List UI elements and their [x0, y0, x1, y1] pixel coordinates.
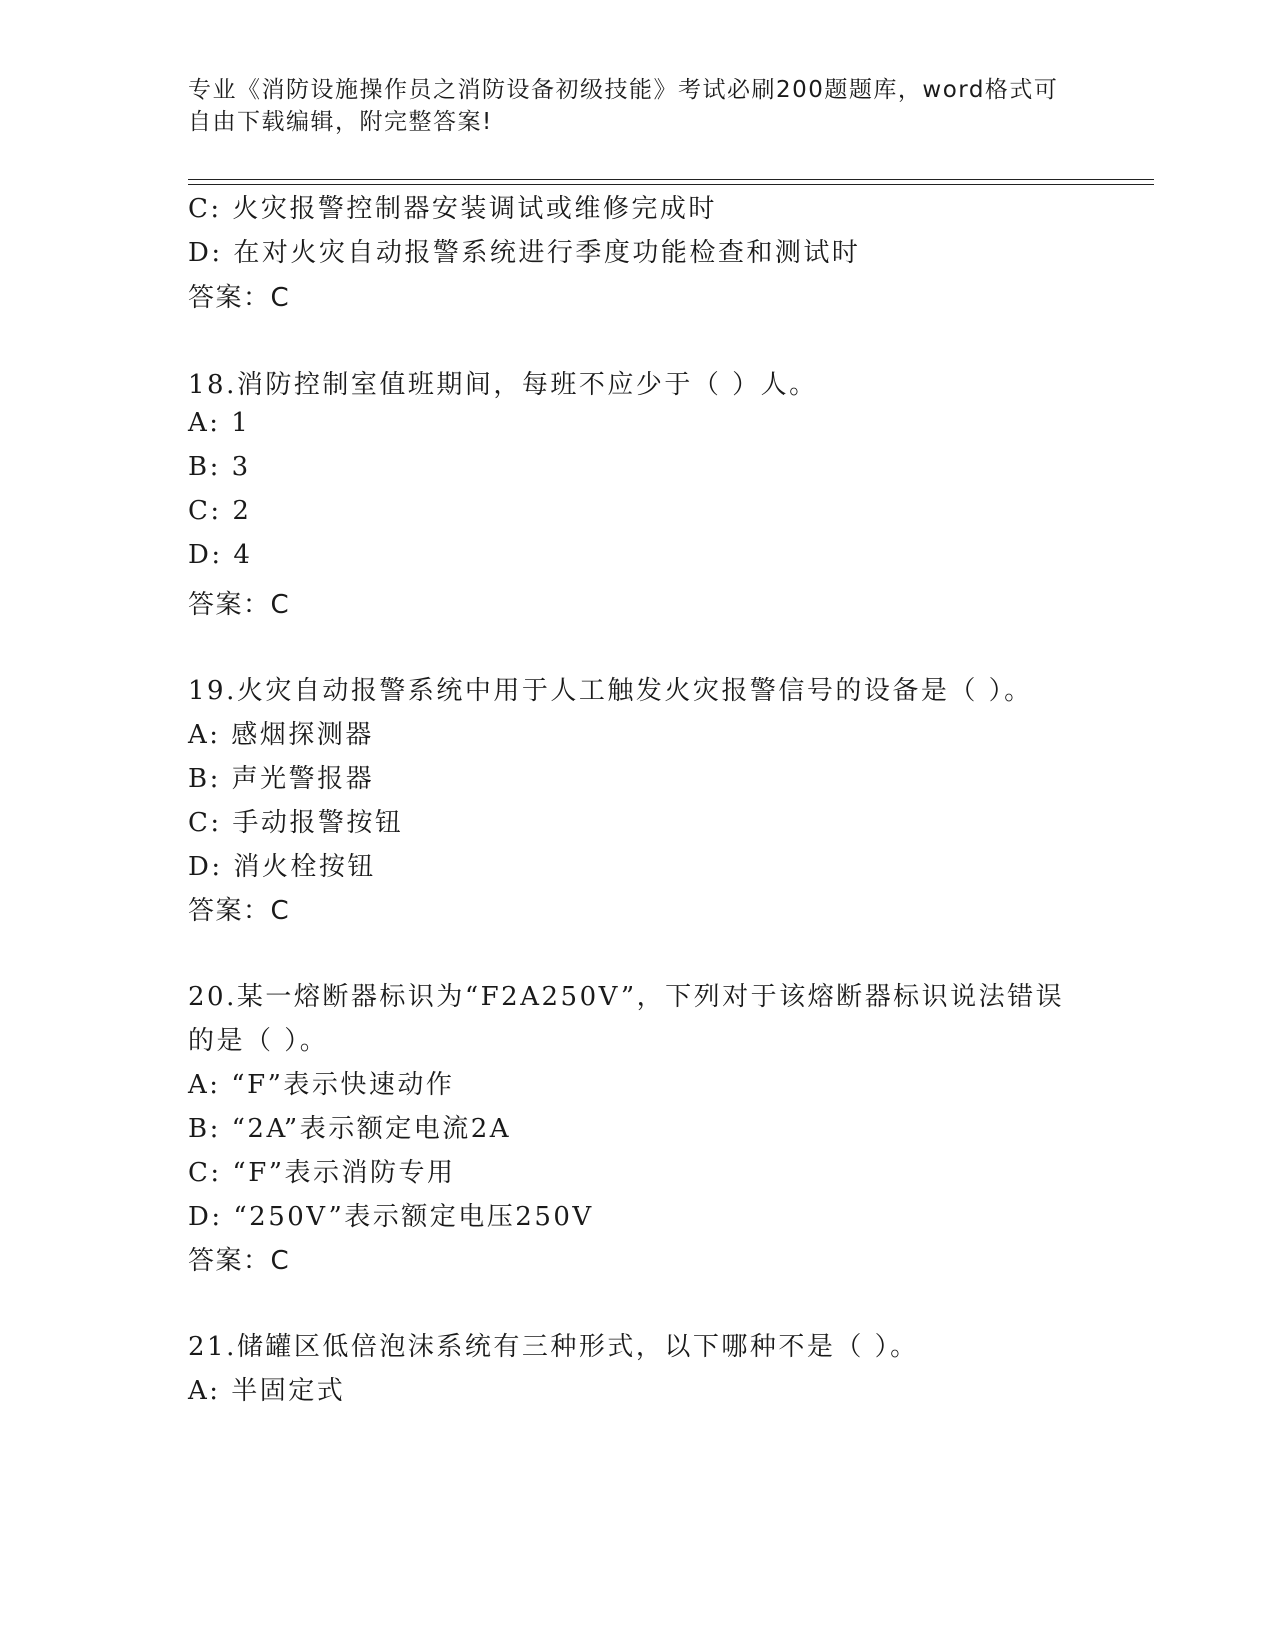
q20-option-c: C: “F”表示消防专用	[188, 1158, 456, 1188]
prev-question-option-d: D: 在对火灾自动报警系统进行季度功能检查和测试时	[188, 238, 861, 268]
q18-option-c: C: 2	[188, 496, 252, 526]
q19-option-c: C: 手动报警按钮	[188, 808, 404, 838]
q18-option-a: A: 1	[188, 408, 251, 438]
header-rule-top	[188, 179, 1154, 180]
q20-stem-line-2: 的是（ ）。	[188, 1026, 329, 1056]
q21-option-a: A: 半固定式	[188, 1376, 346, 1406]
q18-stem: 18.消防控制室值班期间，每班不应少于（ ）人。	[188, 370, 818, 400]
prev-question-option-c: C: 火灾报警控制器安装调试或维修完成时	[188, 194, 717, 224]
q18-option-d: D: 4	[188, 540, 253, 570]
q20-stem-line-1: 20.某一熔断器标识为“F2A250V”，下列对于该熔断器标识说法错误	[188, 982, 1065, 1012]
q18-answer: 答案：C	[188, 590, 291, 620]
q19-option-a: A: 感烟探测器	[188, 720, 374, 750]
q19-option-d: D: 消火栓按钮	[188, 852, 376, 882]
prev-question-answer: 答案：C	[188, 283, 291, 313]
q19-option-b: B: 声光警报器	[188, 764, 375, 794]
q19-answer: 答案：C	[188, 896, 291, 926]
q20-option-a: A: “F”表示快速动作	[188, 1070, 455, 1100]
q21-stem: 21.储罐区低倍泡沫系统有三种形式，以下哪种不是（ ）。	[188, 1332, 919, 1362]
q20-answer: 答案：C	[188, 1246, 291, 1276]
document-header	[188, 74, 1068, 138]
q20-option-d: D: “250V”表示额定电压250V	[188, 1202, 594, 1232]
q20-option-b: B: “2A”表示额定电流2A	[188, 1114, 512, 1144]
header-title-line-1: 专业《消防设施操作员之消防设备初级技能》考试必刷200题题库，word格式可	[188, 77, 1059, 103]
q19-stem: 19.火灾自动报警系统中用于人工触发火灾报警信号的设备是（ ）。	[188, 676, 1033, 706]
header-title-line-2: 自由下载编辑，附完整答案!	[188, 109, 493, 135]
header-rule-bottom	[188, 184, 1154, 185]
q18-option-b: B: 3	[188, 452, 251, 482]
